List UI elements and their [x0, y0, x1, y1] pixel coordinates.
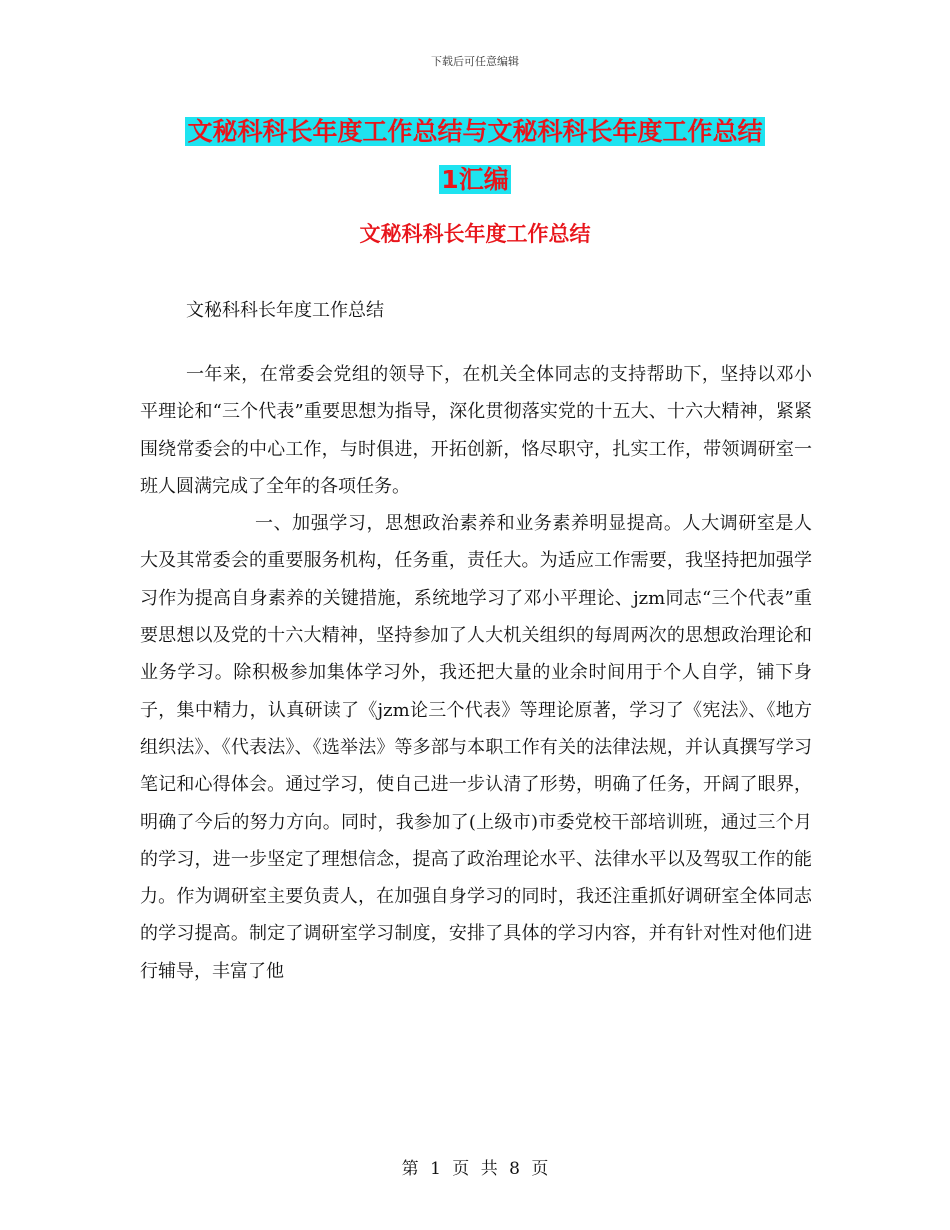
- paragraph-study: 一、加强学习，思想政治素养和业务素养明显提高。人大调研室是人大及其常委会的重要服务机构，任务重，责任大。为适应工作需要，我坚持把加强学习作为提高自身素养的关键措施，系统地学习了邓小平理论、jzm同志“三个代表”重要思想以及党的十六大精神，坚持参加了人大机关组织的每周两次的思想政治理论和业务学习。除积极参加集体学习外，我还把大量的业余时间用于个人自学，铺下身子，集中精力，认真研读了《jzm论三个代表》等理论原著，学习了《宪法》、《地方组织法》、《代表法》、《选举法》等多部与本职工作有关的法律法规，并认真撰写学习笔记和心得体会。通过学习，使自己进一步认清了形势，明确了任务，开阔了眼界，明确了今后的努力方向。同时，我参加了(上级市)市委党校干部培训班，通过三个月的学习，进一步坚定了理想信念，提高了政治理论水平、法律水平以及驾驭工作的能力。作为调研室主要负责人，在加强自身学习的同时，我还注重抓好调研室全体同志的学习提高。制定了调研室学习制度，安排了具体的学习内容，并有针对性对他们进行辅导，丰富了他: [140, 513, 812, 982]
- document-title-line-2: 1汇编: [441, 165, 509, 194]
- section-title: 文秘科科长年度工作总结: [359, 222, 591, 246]
- page-footer: 第 1 页 共 8 页: [401, 1159, 549, 1179]
- header-note: 下载后可任意编辑: [431, 55, 519, 68]
- subtitle: 文秘科科长年度工作总结: [186, 300, 384, 321]
- paragraph-intro: 一年来，在常委会党组的领导下，在机关全体同志的支持帮助下，坚持以邓小平理论和“三个代表”重要思想为指导，深化贯彻落实党的十五大、十六大精神，紧紧围绕常委会的中心工作，与时俱进，开拓创新，恪尽职守，扎实工作，带领调研室一班人圆满完成了全年的各项任务。: [140, 364, 812, 497]
- document-title: [100, 108, 850, 204]
- document-title-line-1: 文秘科科长年度工作总结与文秘科科长年度工作总结: [187, 117, 763, 146]
- body-text: [140, 356, 812, 990]
